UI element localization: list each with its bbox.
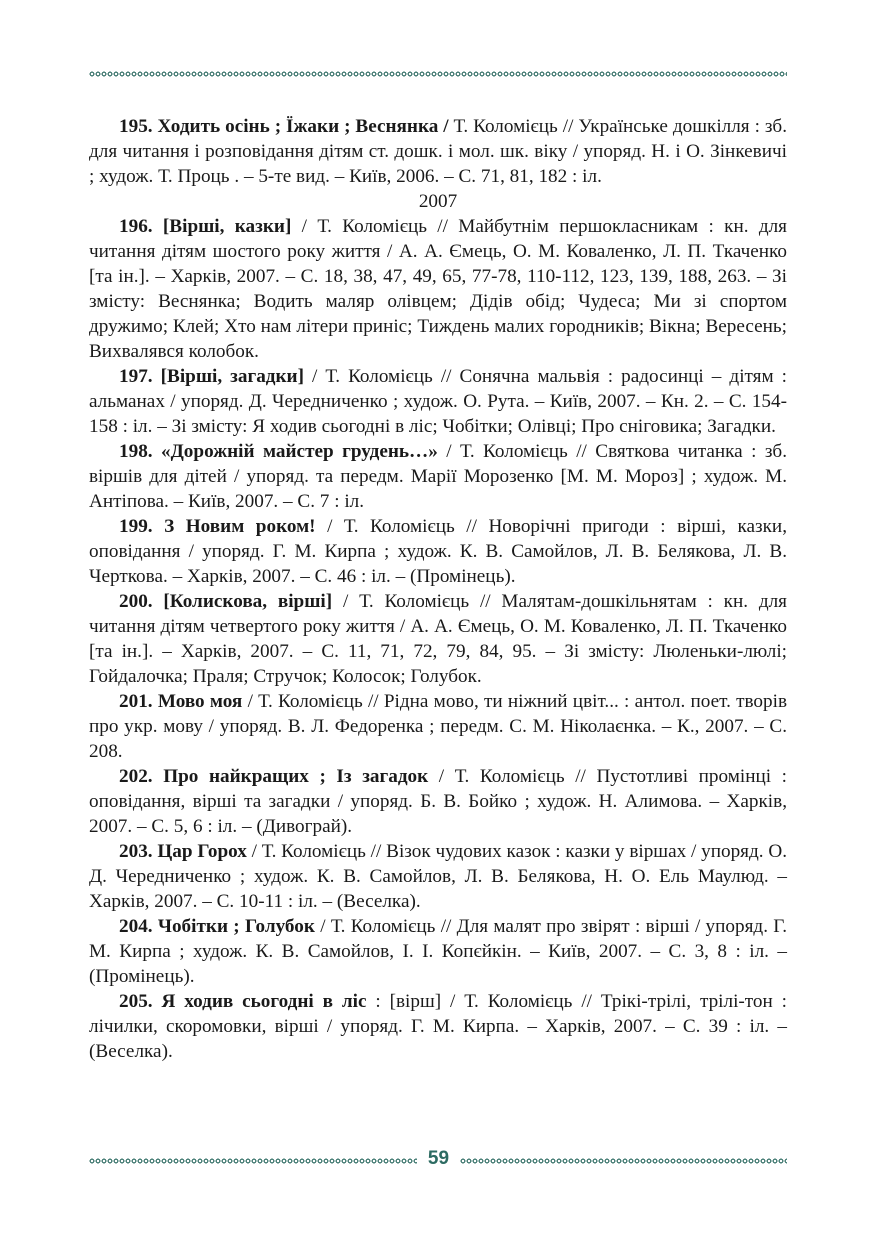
entry-number: 203.	[119, 841, 153, 862]
entry-text: / Т. Коломієць // Для малят про звірят : вірші / упоряд. Г. М. Кирпа ; худож. К. В. Самойлов, І. І. Копєйкін. – Київ, 2007. – С. 3, 8 : іл. – (Промінець).	[89, 916, 788, 987]
entry-text: / Т. Коломієць // Рідна мово, ти ніжний цвіт... : антол. поет. творів про укр. мову / упоряд. В. Л. Федоренка ; передм. С. М. Ніколаєнка. – К., 2007. – С. 208.	[89, 691, 788, 762]
entry-199	[89, 514, 787, 589]
entry-number: 198.	[119, 441, 153, 462]
entry-number: 202.	[119, 766, 153, 787]
entry-196	[89, 214, 787, 364]
bottom-right-ornament-divider	[460, 1157, 787, 1165]
entry-title: З Новим роком!	[164, 516, 316, 537]
entry-text: Т. Коломієць // Українське дошкілля : зб. для читання і розповідання дітям ст. дошк. і мол. шк. віку / упоряд. Н. і О. Зінкевичі ; худож. Т. Проць . – 5-те вид. – Київ, 2006. – С. 71, 81, 182 : іл.	[89, 116, 787, 187]
entry-197	[89, 364, 787, 439]
entry-title: [Вірші, казки]	[162, 216, 292, 237]
entry-text: / Т. Коломієць // Малятам-дошкільнятам : кн. для читання дітям четвертого року життя / А. А. Ємець, О. М. Коваленко, Л. П. Ткаченко [та ін.]. – Харків, 2007. – С. 11, 71, 72, 79, 84, 95. – Зі змісту: Люленьки-люлі; Гойдалочка; Праля; Стручок; Колосок; Голубок.	[89, 591, 787, 687]
entry-number: 199.	[119, 516, 153, 537]
entry-number: 200.	[119, 591, 153, 612]
bottom-left-ornament-divider	[89, 1157, 417, 1165]
entry-text: / Т. Коломієць // Пустотливі промінці : оповідання, вірші та загадки / упоряд. Б. В. Бойко ; худож. Н. Алимова. – Харків, 2007. – С. 5, 6 : іл. – (Дивограй).	[89, 766, 787, 837]
entry-title: Чобітки ; Голубок	[157, 916, 315, 937]
entry-title: Ходить осінь ; Їжаки ; Веснянка /	[157, 116, 449, 137]
top-ornament-divider	[89, 70, 787, 78]
entry-number: 201.	[119, 691, 153, 712]
entry-text: / Т. Коломієць // Сонячна мальвія : радосинці – дітям : альманах / упоряд. Д. Чередниченко ; худож. О. Рута. – Київ, 2007. – Кн. 2. – С. 154-158 : іл. – Зі змісту: Я ходив сьогодні в ліс; Чобітки; Олівці; Про сніговика; Загадки.	[89, 366, 787, 437]
entry-198	[89, 439, 787, 514]
entry-number: 204.	[119, 916, 153, 937]
entry-title: [Колискова, вірші]	[163, 591, 333, 612]
entry-title: Я ходив сьогодні в ліс	[161, 991, 367, 1012]
entry-text: / Т. Коломієць // Візок чудових казок : казки у віршах / упоряд. О. Д. Чередниченко ; худож. К. В. Самойлов, Л. В. Белякова, Н. О. Ель Маулюд. – Харків, 2007. – С. 10-11 : іл. – (Веселка).	[89, 841, 788, 912]
entry-number: 205.	[119, 991, 153, 1012]
entry-number: 195.	[119, 116, 153, 137]
entry-text: : [вірш] / Т. Коломієць // Трікі-трілі, трілі-тон : лічилки, скоромовки, вірші / упоряд. Г. М. Кирпа. – Харків, 2007. – С. 39 : іл. – (Веселка).	[89, 991, 788, 1062]
entry-number: 196.	[119, 216, 153, 237]
entry-201	[89, 689, 787, 764]
entry-204	[89, 914, 787, 989]
entry-text: / Т. Коломієць // Новорічні пригоди : вірші, казки, оповідання / упоряд. Г. М. Кирпа ; худож. К. В. Самойлов, Л. В. Белякова, Л. В. Черткова. – Харків, 2007. – С. 46 : іл. – (Промінець).	[89, 516, 787, 587]
entry-text: / Т. Коломієць // Майбутнім першокласникам : кн. для читання дітям шостого року життя / А. А. Ємець, О. М. Коваленко, Л. П. Ткаченко [та ін.]. – Харків, 2007. – С. 18, 38, 47, 49, 65, 77-78, 110-112, 123, 139, 188, 263. – Зі змісту: Веснянка; Водить маляр олівцем; Дідів обід; Чудеса; Ми зі спортом дружимо; Клей; Хто нам літери приніс; Тиждень малих городників; Вікна; Вересень; Вихвалявся колобок.	[89, 216, 788, 362]
page-number: 59	[427, 1148, 450, 1169]
entry-number: 197.	[119, 366, 153, 387]
entry-title: Мово моя	[157, 691, 243, 712]
entry-200	[89, 589, 787, 689]
entry-title: «Дорожній майстер грудень…»	[161, 441, 438, 462]
entry-title: [Вірші, загадки]	[160, 366, 305, 387]
entry-title: Про найкращих ; Із загадок	[163, 766, 429, 787]
entry-195	[89, 114, 787, 189]
entry-203	[89, 839, 787, 914]
entry-title: Цар Горох	[157, 841, 247, 862]
entry-195-tail: 2007	[418, 191, 458, 212]
entry-202	[89, 764, 787, 839]
entry-text: / Т. Коломієць // Святкова читанка : зб. віршів для дітей / упоряд. та передм. Марії Морозенко [М. М. Мороз] ; худож. М. Антіпова. – Київ, 2007. – С. 7 : іл.	[89, 441, 787, 512]
entry-205	[89, 989, 787, 1064]
bibliography-entries	[89, 114, 787, 1064]
